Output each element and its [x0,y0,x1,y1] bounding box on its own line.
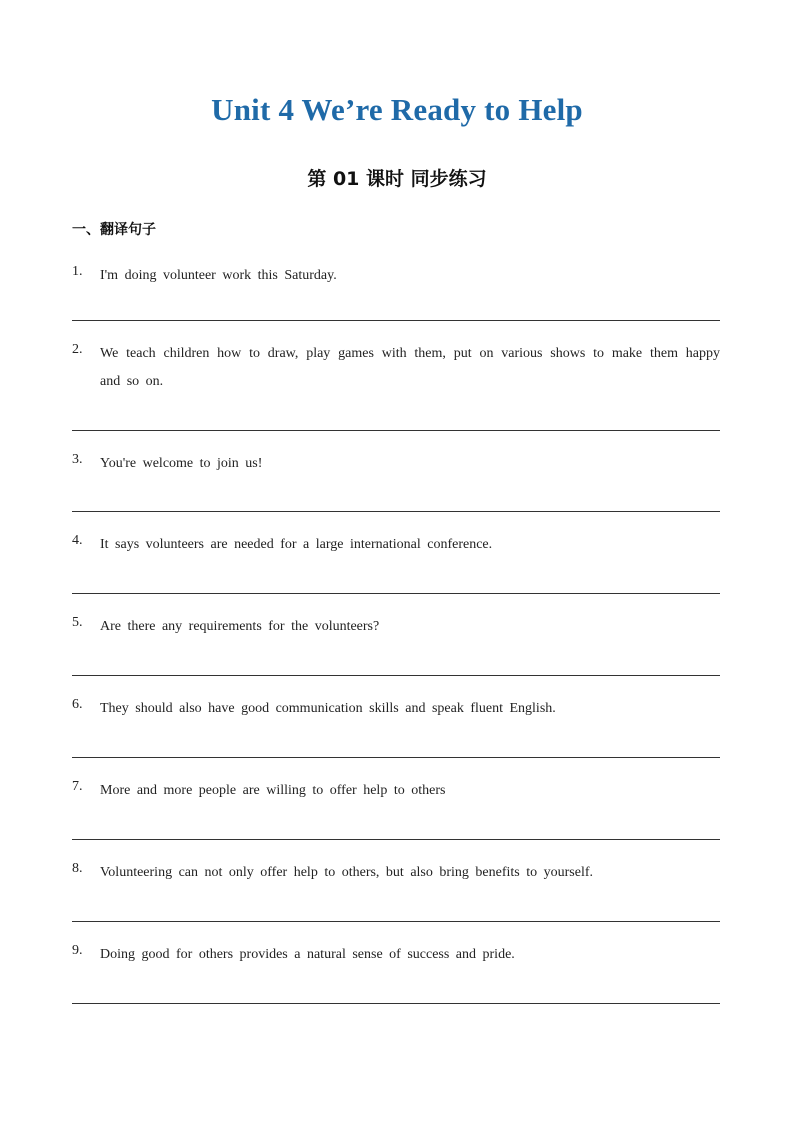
question-number: 2. [72,342,83,357]
section-heading: 一、翻译句子 [72,222,156,238]
question-number: 5. [72,615,83,630]
question-number: 3. [72,452,83,467]
question-number: 8. [72,861,83,876]
question-number: 6. [72,697,83,712]
answer-line-1[interactable] [72,320,720,321]
lesson-subtitle: 第 01 课时 同步练习 [307,168,487,190]
answer-line-5[interactable] [72,675,720,676]
question-text: Doing good for others provides a natural sense of success and pride. [100,947,515,962]
answer-line-9[interactable] [72,1003,720,1004]
question-text: Volunteering can not only offer help to others, but also bring benefits to yourself. [100,865,594,880]
question-text: I'm doing volunteer work this Saturday. [100,268,337,283]
answer-line-6[interactable] [72,757,720,758]
question-number: 4. [72,533,83,548]
question-text: More and more people are willing to offer help to others [100,783,446,798]
question-text: It says volunteers are needed for a large international conference. [100,537,493,552]
answer-line-7[interactable] [72,839,720,840]
question-number: 1. [72,264,83,279]
question-text: They should also have good communication skills and speak fluent English. [100,701,556,716]
question-text: You're welcome to join us! [100,456,263,471]
answer-line-4[interactable] [72,593,720,594]
question-text: We teach children how to draw, play games with them, put on various shows to make them happy and so on. [100,346,720,389]
answer-line-8[interactable] [72,921,720,922]
answer-line-2[interactable] [72,430,720,431]
question-number: 7. [72,779,83,794]
page-title: Unit 4 We’re Ready to Help [211,92,583,127]
answer-line-3[interactable] [72,511,720,512]
question-number: 9. [72,943,83,958]
question-text: Are there any requirements for the volunteers? [100,619,380,634]
